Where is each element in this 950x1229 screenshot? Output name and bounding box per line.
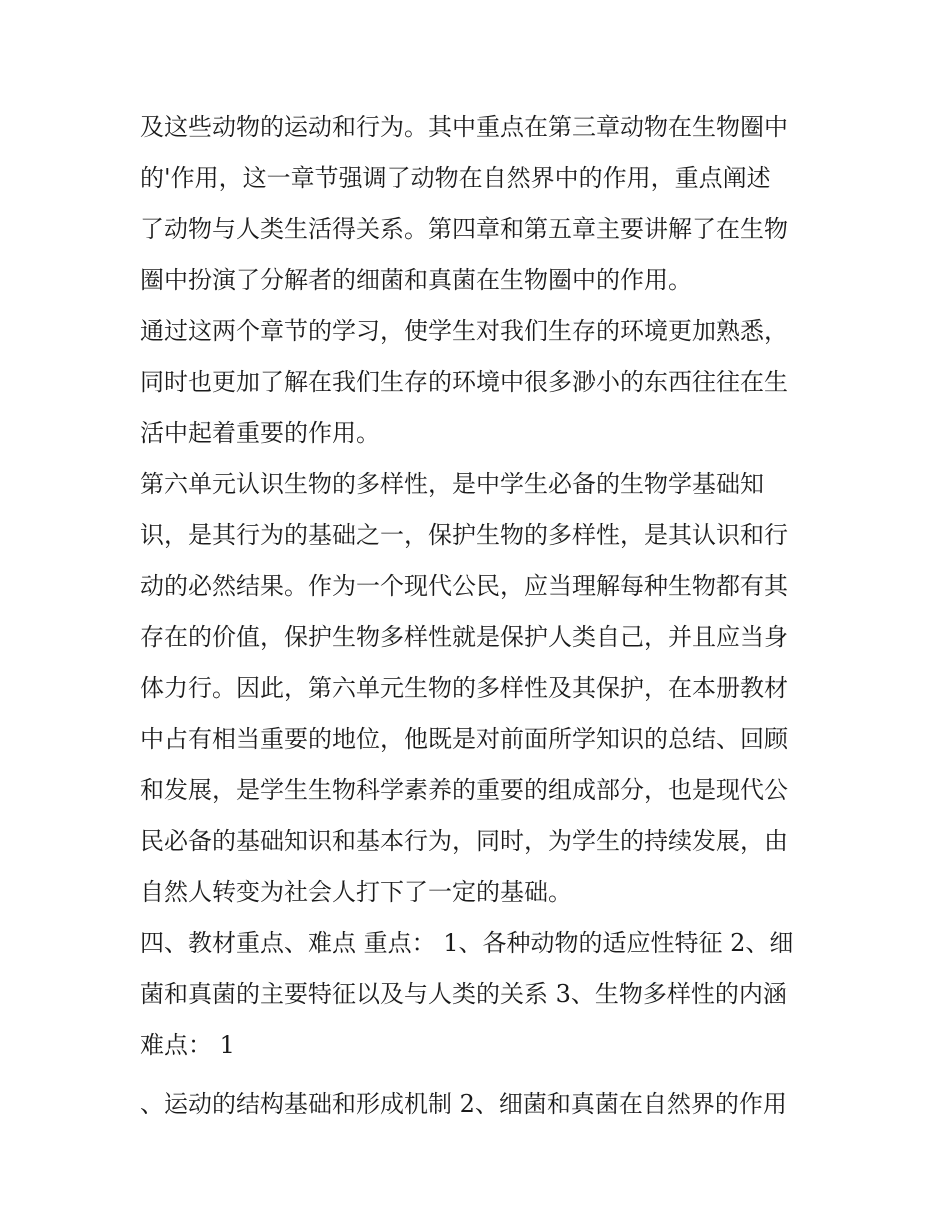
text-line: 四、教材重点、难点 重点： 1、各种动物的适应性特征 2、细 (140, 929, 794, 957)
text-line: 圈中扮演了分解者的细菌和真菌在生物圈中的作用。 (140, 266, 692, 294)
text-line: 通过这两个章节的学习，使学生对我们生存的环境更加熟悉， (140, 317, 788, 345)
text-line: 识，是其行为的基础之一，保护生物的多样性，是其认识和行 (140, 521, 788, 549)
text-line: 菌和真菌的主要特征以及与人类的关系 3、生物多样性的内涵 (140, 980, 787, 1008)
text-line: 体力行。因此，第六单元生物的多样性及其保护，在本册教材 (140, 674, 788, 702)
text-line: 民必备的基础知识和基本行为，同时，为学生的持续发展，由 (140, 827, 788, 855)
text-line: 及这些动物的运动和行为。其中重点在第三章动物在生物圈中 (140, 113, 788, 141)
text-line: 活中起着重要的作用。 (140, 419, 380, 447)
text-line: 动的必然结果。作为一个现代公民，应当理解每种生物都有其 (140, 572, 788, 600)
text-line: 自然人转变为社会人打下了一定的基础。 (140, 878, 572, 906)
text-line: 中占有相当重要的地位，他既是对前面所学知识的总结、回顾 (140, 725, 788, 753)
text-line: 、运动的结构基础和形成机制 2、细菌和真菌在自然界的作用 (140, 1090, 787, 1118)
text-line: 和发展，是学生生物科学素养的重要的组成部分，也是现代公 (140, 776, 788, 804)
text-line: 同时也更加了解在我们生存的环境中很多渺小的东西往往在生 (140, 368, 788, 396)
text-line: 了动物与人类生活得关系。第四章和第五章主要讲解了在生物 (140, 215, 788, 243)
text-line: 第六单元认识生物的多样性，是中学生必备的生物学基础知 (140, 470, 764, 498)
text-line: 难点： 1 (140, 1031, 235, 1059)
text-line: 存在的价值，保护生物多样性就是保护人类自己，并且应当身 (140, 623, 788, 651)
text-line: 的'作用，这一章节强调了动物在自然界中的作用，重点阐述 (140, 164, 771, 192)
document-body (140, 102, 820, 1130)
